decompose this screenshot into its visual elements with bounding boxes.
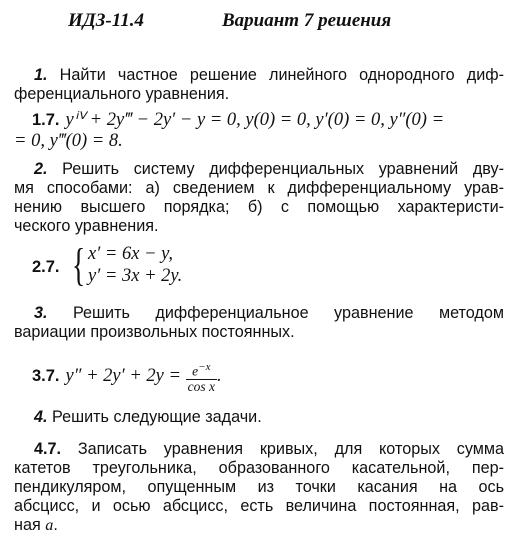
task2-line2: мя способами: а) сведением к дифференциальному урав- xyxy=(14,179,504,197)
task1-equation xyxy=(32,110,444,131)
task3-fraction xyxy=(186,360,217,394)
task1-line1: Найти частное решение линейного однородного диф- xyxy=(59,66,504,84)
frac-numerator: e xyxy=(192,363,199,379)
task3-label: 3.7. xyxy=(32,367,60,385)
task2-eq2: y′ = 3x + 2y. xyxy=(88,266,183,286)
task3-eq-left: y″ + 2y′ + 2y = xyxy=(65,366,181,386)
task4-end: . xyxy=(53,516,58,534)
task4-problem xyxy=(14,440,504,535)
task2-line4: ческого уравнения. xyxy=(14,217,159,235)
task2-line1: Решить систему дифференциальных уравнений дву- xyxy=(62,160,505,178)
task4-label: 4.7. xyxy=(34,440,62,458)
task4-line1: Решить следующие задачи. xyxy=(52,408,262,426)
task1-line2: ференциального уравнения. xyxy=(14,85,230,103)
task4-number: 4. xyxy=(34,408,48,426)
task4-variable: a xyxy=(45,516,54,534)
task1-label: 1.7. xyxy=(32,111,60,129)
task2-label: 2.7. xyxy=(32,258,60,276)
document-code: ИДЗ-11.4 xyxy=(68,10,144,31)
task2-eq1: x′ = 6x − y, xyxy=(88,244,174,264)
task3-line2: вариации произвольных постоянных. xyxy=(14,323,295,341)
task3-line1: Решить дифференциальное уравнение методом xyxy=(72,304,504,322)
task1-eq-line1: yⁱⱽ + 2y‴ − 2y′ − y = 0, y(0) = 0, y′(0) = 0, y″(0) = xyxy=(65,110,445,130)
task4-line-e: ная xyxy=(14,516,41,534)
task4-line-b: катетов треугольника, образованного касательной, пер- xyxy=(14,459,504,477)
task3-equation xyxy=(32,360,222,394)
task3-number: 3. xyxy=(34,304,48,322)
task4-line-a: Записать уравнения кривых, для которых сумма xyxy=(77,440,504,458)
variant-title: Вариант 7 решения xyxy=(222,10,392,31)
frac-exponent: −x xyxy=(198,361,211,373)
task4-line-c: пендикуляром, опущенным из точки касания на ось xyxy=(14,478,504,496)
task1-eq-line2: = 0, y‴(0) = 8. xyxy=(14,131,123,151)
task2-number: 2. xyxy=(34,160,48,178)
task2-statement xyxy=(14,160,504,236)
task4-line-d: абсцисс, и осью абсцисс, есть величина постоянная, рав- xyxy=(14,497,504,515)
task1-statement xyxy=(14,66,504,104)
task1-number: 1. xyxy=(34,66,48,84)
task4-statement xyxy=(14,408,504,427)
system-brace: { xyxy=(72,239,86,290)
task3-statement xyxy=(14,304,504,342)
frac-denominator: cos x xyxy=(187,378,215,394)
task1-equation-cont xyxy=(14,131,123,152)
task2-line3: нению высшего порядка; б) с помощью характеристи- xyxy=(14,198,504,216)
task3-eq-end: . xyxy=(217,366,222,386)
